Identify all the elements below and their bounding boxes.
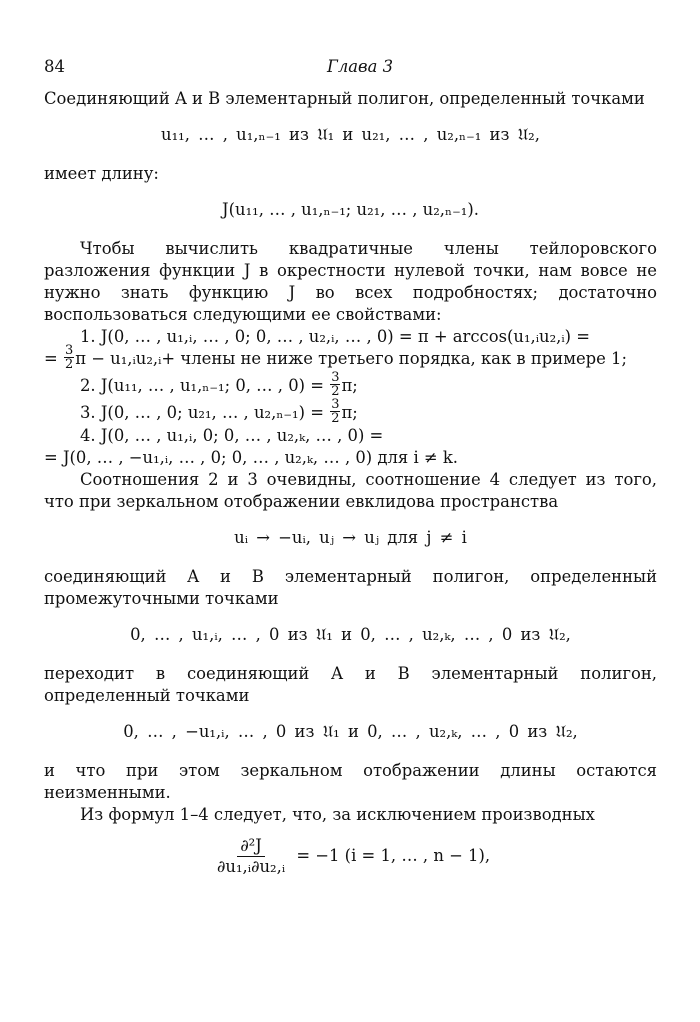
property-4-line-1: 4. J(0, … , u₁,ᵢ, 0; 0, … , u₂,ₖ, … , 0) = [80, 426, 384, 445]
fraction-denominator: 2 [331, 411, 340, 426]
fraction-three-halves [330, 371, 340, 398]
paragraph-3: Чтобы вычислить квадратичные члены тейлоровского разложения функции J в окрестности нулевой точки, нам вовсе не нужно знать функцию J во всех подробностях; достаточно воспользоваться следующими ее свойствами: [44, 239, 657, 324]
property-3-lhs: 3. J(0, … , 0; u₂₁, … , u₂,ₙ₋₁) = [80, 403, 324, 422]
fraction-three-halves [330, 398, 340, 425]
property-1-rest: π − u₁,ᵢu₂,ᵢ+ члены не ниже третьего порядка, как в примере 1; [75, 349, 627, 368]
formula-derivative [44, 836, 657, 877]
chapter-title: Глава 3 [327, 57, 394, 76]
paragraph-1: Соединяющий A и B элементарный полигон, определенный точками [44, 89, 645, 108]
property-1-line-1: 1. J(0, … , u₁,ᵢ, … , 0; 0, … , u₂,ᵢ, … , 0) = π + arccos(u₁,ᵢu₂,ᵢ) = [80, 327, 591, 346]
paragraph-4: Соотношения 2 и 3 очевидны, соотношение 4 следует из того, что при зеркальном отображении евклидова пространства [44, 470, 657, 511]
fraction-three-halves [64, 344, 74, 371]
property-1-eq: = [44, 349, 58, 368]
fraction-denominator: 2 [331, 384, 340, 399]
paragraph-8: Из формул 1–4 следует, что, за исключением производных [80, 805, 595, 824]
page-number: 84 [44, 57, 65, 76]
page [44, 56, 657, 894]
derivative-value: = −1 (i = 1, … , n − 1), [296, 846, 491, 865]
formula-points: u₁₁, … , u₁,ₙ₋₁ из 𝔘₁ и u₂₁, … , u₂,ₙ₋₁ из 𝔘₂, [161, 125, 540, 144]
derivative-fraction [214, 836, 288, 877]
fraction-numerator: 3 [64, 343, 74, 358]
formula-reflected-points: 0, … , −u₁,ᵢ, … , 0 из 𝔘₁ и 0, … , u₂,ₖ, … , 0 из 𝔘₂, [123, 722, 578, 741]
page-header [44, 56, 657, 78]
paragraph-6: переходит в соединяющий A и B элементарный полигон, определенный точками [44, 664, 657, 705]
formula-length: J(u₁₁, … , u₁,ₙ₋₁; u₂₁, … , u₂,ₙ₋₁). [222, 200, 479, 219]
formula-intermediate-points: 0, … , u₁,ᵢ, … , 0 из 𝔘₁ и 0, … , u₂,ₖ, … , 0 из 𝔘₂, [130, 625, 571, 644]
paragraph-7: и что при этом зеркальном отображении длины остаются неизменными. [44, 761, 657, 802]
fraction-numerator: 3 [331, 370, 340, 385]
fraction-numerator: 3 [331, 397, 340, 412]
paragraph-2: имеет длину: [44, 164, 159, 183]
derivative-denominator: ∂u₁,ᵢ∂u₂,ᵢ [216, 857, 286, 876]
property-2-rest: π; [341, 376, 358, 395]
property-4-line-2: = J(0, … , −u₁,ᵢ, … , 0; 0, … , u₂,ₖ, … , 0) для i ≠ k. [44, 448, 458, 467]
fraction-denominator: 2 [64, 357, 74, 372]
paragraph-5: соединяющий A и B элементарный полигон, определенный промежуточными точками [44, 567, 657, 608]
property-2-lhs: 2. J(u₁₁, … , u₁,ₙ₋₁; 0, … , 0) = [80, 376, 324, 395]
property-3 [80, 397, 657, 426]
derivative-numerator: ∂²J [237, 836, 265, 857]
formula-reflection: uᵢ → −uᵢ, uⱼ → uⱼ для j ≠ i [234, 528, 467, 547]
property-3-rest: π; [341, 403, 358, 422]
property-2 [80, 370, 657, 399]
property-1-line-2 [44, 343, 657, 372]
